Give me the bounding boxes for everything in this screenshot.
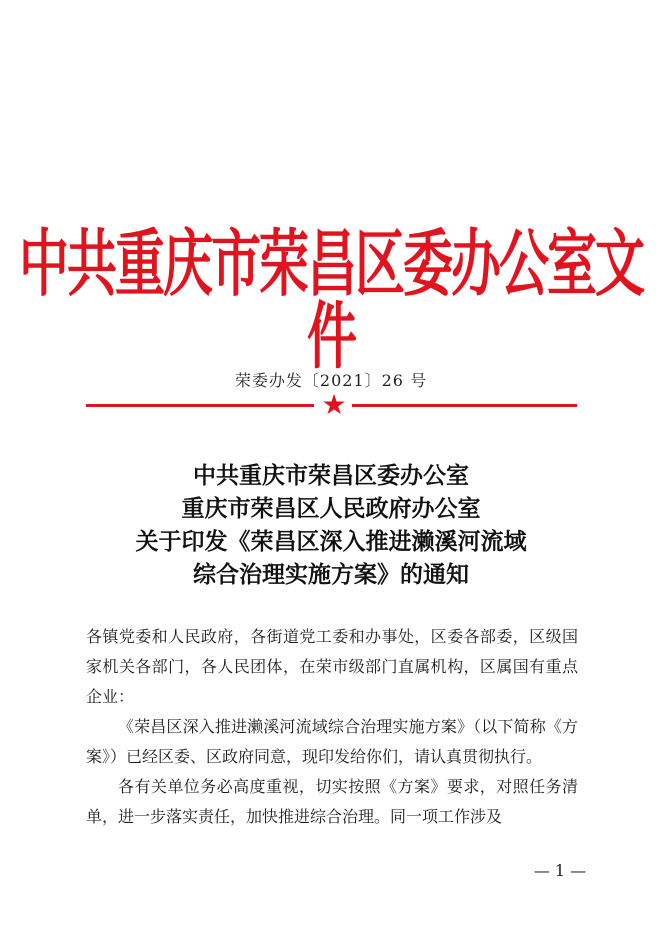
- body-paragraph-2: 各有关单位务必高度重视，切实按照《方案》要求，对照任务清单，进一步落实责任，加快推进综合治理。同一项工作涉及: [86, 777, 578, 826]
- document-number: 荣委办发〔2021〕26 号: [234, 371, 428, 390]
- salutation: 各镇党委和人民政府，各街道党工委和办事处，区委各部委，区级国家机关各部门，各人民团体，在荣市级部门直属机构，区属国有重点企业：: [86, 627, 578, 706]
- document-header-title: 中共重庆市荣昌区委办公室文件: [19, 222, 643, 379]
- notice-body: [86, 622, 578, 832]
- notice-title-line-1: 中共重庆市荣昌区委办公室: [193, 463, 469, 489]
- body-paragraph-1: 《荣昌区深入推进濑溪河流域综合治理实施方案》（以下简称《方案》）已经区委、区政府同意，现印发给你们，请认真贯彻执行。: [86, 717, 578, 766]
- red-divider-right: [352, 404, 577, 407]
- red-divider-left: [86, 404, 314, 407]
- star-icon: ★: [321, 388, 347, 421]
- notice-title-line-4: 综合治理实施方案》的通知: [193, 562, 469, 588]
- page-number: — 1 —: [533, 861, 587, 880]
- notice-title-line-3: 关于印发《荣昌区深入推进濑溪河流域: [135, 529, 527, 555]
- notice-title: [0, 460, 662, 592]
- notice-title-line-2: 重庆市荣昌区人民政府办公室: [181, 496, 481, 522]
